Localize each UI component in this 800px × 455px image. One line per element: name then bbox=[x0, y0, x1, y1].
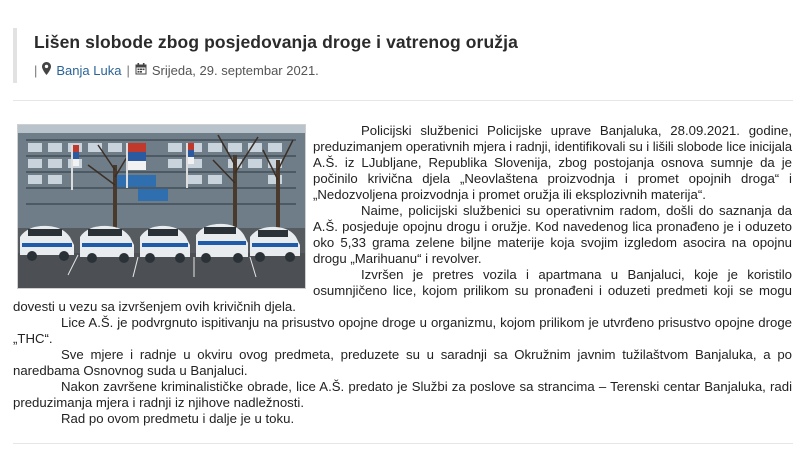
body-line bbox=[313, 139, 792, 155]
body-line bbox=[13, 395, 304, 411]
meta-separator-2: | bbox=[126, 62, 130, 78]
body-line-text: A.Š. posjeduje opojnu drogu i oružje. Kod navedenog lica pronađeno je i oduzeto bbox=[313, 219, 792, 234]
body-line-text: počinilo krivična djela „Neovlaštena proizvodnja i promet opojnih droga“ i bbox=[313, 171, 792, 186]
body-line bbox=[313, 283, 792, 299]
body-line-text: Nakon završene kriminalističke obrade, lice A.Š. predato je Službi za poslove sa strancima – Terenski centar Banjaluka, radi bbox=[61, 379, 792, 394]
body-line bbox=[313, 155, 792, 171]
body-line bbox=[13, 363, 248, 379]
body-line-text: „THC“. bbox=[13, 331, 53, 346]
body-line-text: dovesti u vezu sa izvršenjem ovih krivičnih djela. bbox=[13, 299, 296, 314]
location-link[interactable]: Banja Luka bbox=[56, 62, 122, 78]
body-line-text: Naime, policijski službenici su operativnim radom, došli do saznanja da bbox=[361, 203, 792, 218]
article-title: Lišen slobode zbog posjedovanja droge i vatrenog oružja bbox=[34, 32, 518, 52]
body-line-text: Sve mjere i radnje u okviru ovog predmeta, preduzete su u saradnji sa Okružnim javnim tužilaštvom Banjaluka, a po bbox=[61, 347, 792, 362]
body-line bbox=[13, 299, 296, 315]
body-line-text: A.Š. iz LJubljane, Republika Slovenija, zbog postojanja osnova sumnje da je bbox=[313, 155, 792, 170]
footer-divider bbox=[13, 443, 793, 444]
body-line-text: „Nedozvoljena proizvodnja i promet oružja ili eksplozivnih materija“. bbox=[313, 187, 706, 202]
body-line-text: Izvršen je pretres vozila i apartmana u Banjaluci, koje je koristilo bbox=[361, 267, 792, 282]
body-line bbox=[361, 123, 792, 139]
article-photo bbox=[17, 124, 306, 289]
body-line bbox=[313, 235, 792, 251]
body-line-text: drogu „Marihuanu“ i revolver. bbox=[313, 251, 482, 266]
body-line bbox=[361, 203, 792, 219]
map-marker-icon bbox=[42, 62, 51, 78]
body-line bbox=[361, 267, 792, 283]
body-line-text: preduzimanjem operativnih mjera i radnji, identifikovali su i lišili slobode lice inicijala bbox=[313, 139, 792, 154]
article-date: Srijeda, 29. septembar 2021. bbox=[151, 62, 319, 78]
body-line bbox=[61, 379, 792, 395]
body-line-text: Policijski službenici Policijske uprave Banjaluka, 28.09.2021. godine, bbox=[361, 123, 792, 138]
body-line-text: oko 5,33 grama zelene biljne materije koja svojim izgledom asocira na opojnu bbox=[313, 235, 792, 250]
meta-separator: | bbox=[34, 62, 38, 78]
header-divider bbox=[13, 100, 793, 101]
calendar-icon bbox=[135, 63, 147, 78]
body-line bbox=[13, 331, 53, 347]
body-line-text: Rad po ovom predmetu i dalje je u toku. bbox=[61, 411, 295, 426]
body-line-text: Lice A.Š. je podvrgnuto ispitivanju na prisustvo opojne droge u organizmu, kojom prilikom je utvrđeno prisustvo opojne droge bbox=[61, 315, 792, 330]
body-line bbox=[313, 219, 792, 235]
body-line-text: preduzimanja mjera i radnji iz njihove nadležnosti. bbox=[13, 395, 305, 410]
article-header bbox=[13, 28, 797, 83]
body-line bbox=[313, 187, 706, 203]
body-line bbox=[61, 347, 792, 363]
body-line bbox=[61, 411, 294, 427]
body-line-text: osumnjičeno lice, kojom prilikom su pronađeni i oduzeti predmeti koji se mogu bbox=[313, 283, 792, 298]
body-line bbox=[61, 315, 792, 331]
body-line bbox=[313, 171, 792, 187]
body-line-text: naredbama Osnovnog suda u Banjaluci. bbox=[13, 363, 248, 378]
article-meta bbox=[34, 62, 319, 78]
body-line bbox=[313, 251, 482, 267]
